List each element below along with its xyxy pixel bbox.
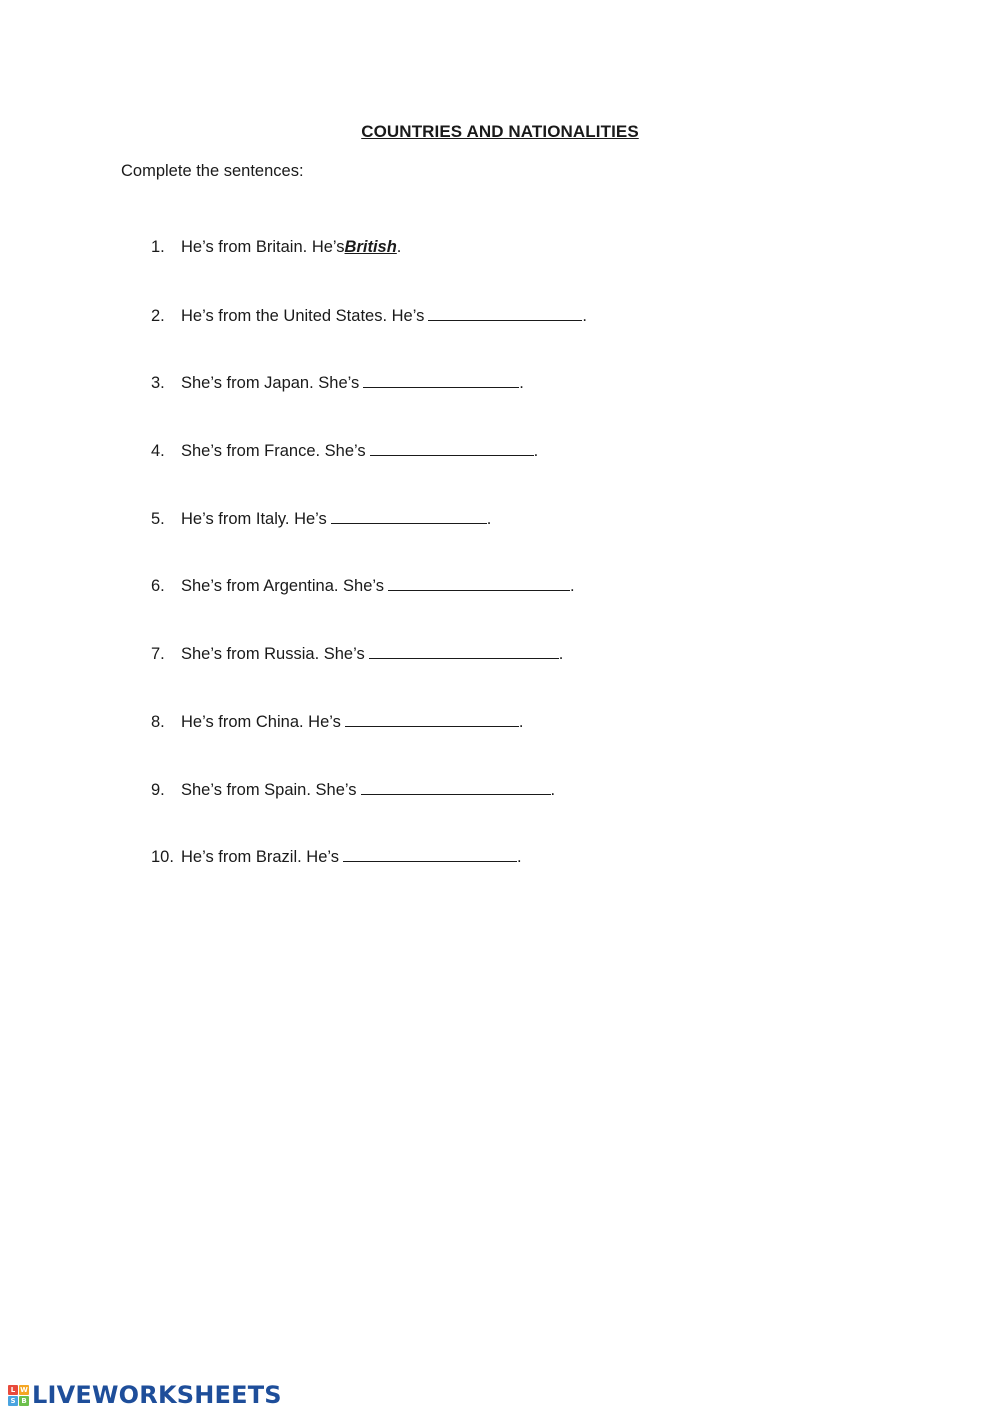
instructions-text: Complete the sentences: — [121, 162, 304, 180]
sentence-end: . — [518, 712, 524, 731]
sentence-list — [151, 238, 587, 915]
sentence-end: . — [486, 509, 492, 528]
answer-blank[interactable] — [361, 780, 551, 795]
item-number: 1. — [151, 238, 165, 256]
logo-letter: L — [8, 1385, 18, 1395]
sentence-text: She’s from France. She’s — [181, 442, 366, 461]
sentence-text: He’s from Brazil. He’s — [181, 848, 340, 867]
item-number: 7. — [151, 645, 165, 664]
item-number: 2. — [151, 306, 165, 325]
sentence-item — [151, 712, 587, 780]
sentence-text: He’s from the United States. He’s — [181, 306, 425, 325]
sentence-text: He’s from China. He’s — [181, 712, 341, 731]
sentence-end: . — [550, 780, 556, 799]
answer-blank[interactable] — [345, 712, 519, 727]
liveworksheets-logo — [8, 1380, 282, 1410]
item-number: 9. — [151, 780, 165, 799]
answer-blank[interactable] — [369, 644, 559, 659]
answer-blank[interactable] — [331, 509, 487, 524]
answer-blank[interactable] — [343, 847, 517, 862]
sentence-text: She’s from Japan. She’s — [181, 374, 360, 393]
sentence-end: . — [517, 848, 522, 867]
sentence-end: . — [533, 442, 539, 461]
sentence-item — [151, 306, 587, 374]
sentence-text: She’s from Argentina. She’s — [181, 577, 385, 596]
logo-mark-icon — [8, 1385, 29, 1406]
worksheet-title: COUNTRIES AND NATIONALITIES — [361, 122, 639, 141]
item-number: 5. — [151, 509, 165, 528]
sentence-text: She’s from Russia. She’s — [181, 645, 365, 664]
example-answer: British — [344, 238, 397, 256]
sentence-end: . — [582, 306, 587, 325]
sentence-item — [151, 373, 587, 441]
item-number: 3. — [151, 374, 165, 393]
item-number: 6. — [151, 577, 165, 596]
sentence-item — [151, 780, 587, 848]
logo-letter: S — [8, 1396, 18, 1406]
sentence-end: . — [396, 238, 402, 256]
answer-blank[interactable] — [428, 306, 582, 321]
logo-text: LIVEWORKSHEETS — [32, 1381, 282, 1409]
sentence-item — [151, 576, 587, 644]
sentence-end: . — [570, 577, 575, 596]
logo-letter: B — [19, 1396, 29, 1406]
sentence-text: He’s from Britain. He’s — [181, 238, 345, 256]
sentence-text: She’s from Spain. She’s — [181, 780, 357, 799]
sentence-end: . — [519, 374, 524, 393]
item-number: 10. — [151, 848, 174, 867]
sentence-item — [151, 509, 587, 577]
sentence-item — [151, 847, 587, 915]
sentence-item — [151, 441, 587, 509]
item-number: 8. — [151, 712, 165, 731]
item-number: 4. — [151, 442, 165, 461]
sentence-text: He’s from Italy. He’s — [181, 509, 327, 528]
answer-blank[interactable] — [388, 576, 570, 591]
logo-letter: W — [20, 1385, 28, 1394]
sentence-end: . — [558, 645, 564, 664]
sentence-item — [151, 238, 587, 306]
answer-blank[interactable] — [370, 441, 534, 456]
sentence-item — [151, 644, 587, 712]
answer-blank[interactable] — [363, 373, 519, 388]
